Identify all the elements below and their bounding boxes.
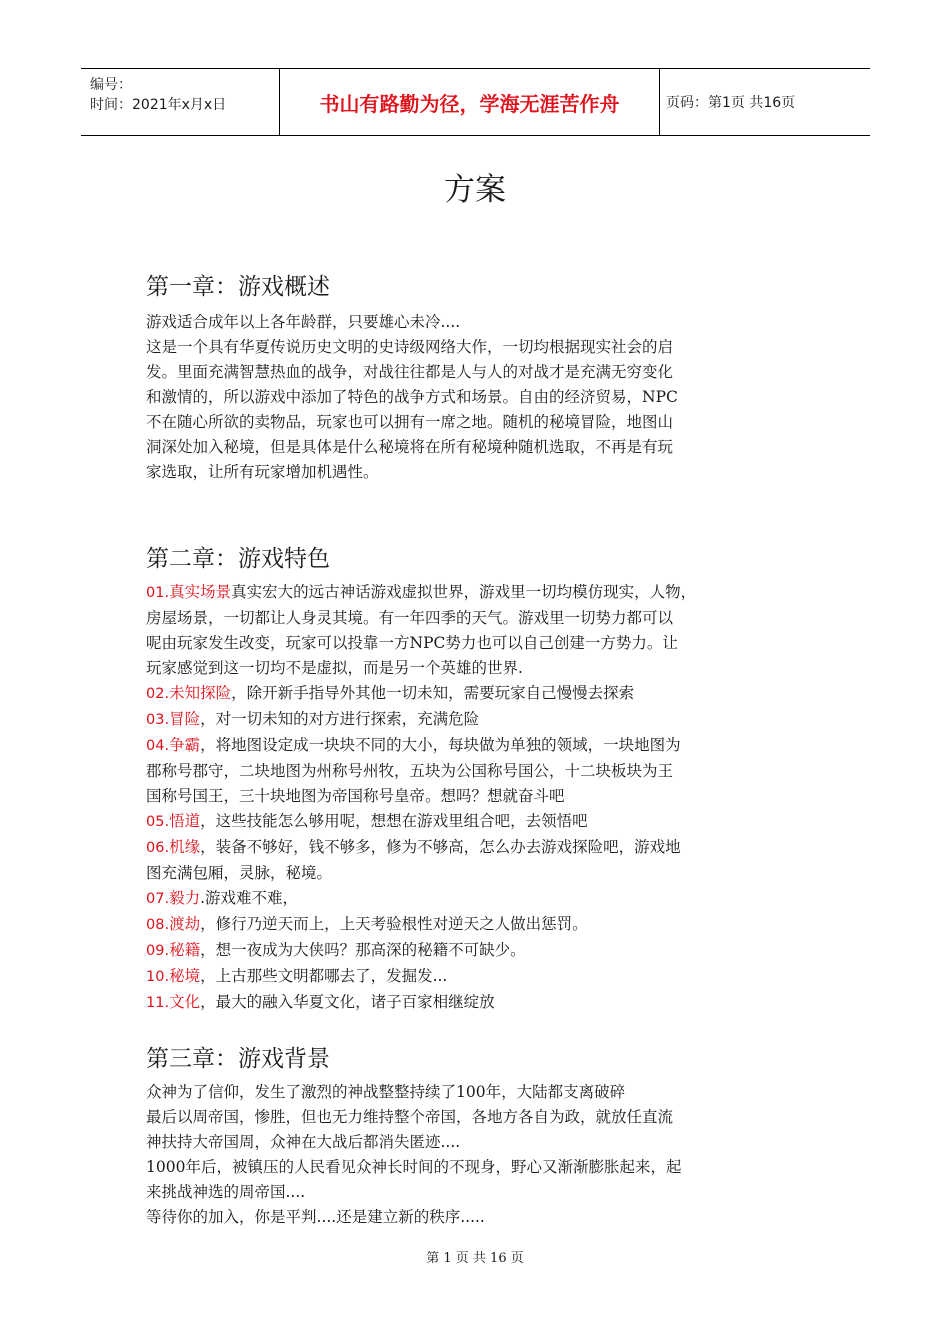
paragraph-line: 呢由玩家发生改变，玩家可以投靠一方NPC势力也可以自己创建一方势力。让	[146, 634, 678, 652]
item-text: ，最大的融入华夏文化，诸子百家相继绽放	[200, 993, 495, 1011]
item-key: 冒险	[169, 710, 201, 728]
item-text: .游戏难不难，	[200, 889, 299, 907]
chapter2-body	[146, 580, 826, 1016]
item-number: 03.	[146, 712, 170, 728]
item-key: 真实场景	[169, 583, 232, 601]
item-text: 真实宏大的远古神话游戏虚拟世界，游戏里一切均模仿现实，人物，	[231, 583, 697, 601]
number-label: 编号：	[90, 77, 132, 93]
item-number: 09.	[146, 943, 170, 959]
paragraph-line: 玩家感觉到这一切均不是虚拟，而是另一个英雄的世界.	[146, 659, 523, 677]
item-text: ，装备不够好，钱不够多，修为不够高，怎么办去游戏探险吧，游戏地	[200, 838, 681, 856]
header-motto: 书山有路勤为径，学海无涯苦作舟	[280, 69, 660, 135]
item-text: ，修行乃逆天而上，上天考验根性对逆天之人做出惩罚。	[200, 915, 588, 933]
chapter3-heading: 第三章：游戏背景	[146, 1046, 330, 1072]
item-text: ，将地图设定成一块块不同的大小，每块做为单独的领域，一块地图为	[200, 736, 681, 754]
paragraph-line: 众神为了信仰，发生了激烈的神战整整持续了100年，大陆都支离破碎	[146, 1083, 626, 1101]
item-number: 07.	[146, 891, 170, 907]
paragraph-line: 来挑战神选的周帝国....	[146, 1183, 306, 1201]
item-key: 文化	[169, 993, 201, 1011]
paragraph-line: 不在随心所欲的卖物品，玩家也可以拥有一席之地。随机的秘境冒险，地图山	[146, 413, 674, 431]
paragraph-line: 神扶持大帝国周，众神在大战后都消失匿迹....	[146, 1133, 461, 1151]
paragraph-line: 国称号国王，三十块地图为帝国称号皇帝。想吗？想就奋斗吧	[146, 787, 565, 805]
paragraph-line: 游戏适合成年以上各年龄群，只要雄心未冷....	[146, 313, 461, 331]
chapter3-body	[146, 1080, 826, 1230]
item-key: 毅力	[169, 889, 201, 907]
item-number: 01.	[146, 585, 170, 601]
item-number: 11.	[146, 995, 170, 1011]
feature-item	[146, 580, 826, 606]
paragraph-line: 这是一个具有华夏传说历史文明的史诗级网络大作，一切均根据现实社会的启	[146, 338, 674, 356]
item-text: ，这些技能怎么够用呢，想想在游戏里组合吧，去领悟吧	[200, 812, 588, 830]
paragraph-line: 1000年后，被镇压的人民看见众神长时间的不现身，野心又渐渐膨胀起来，起	[146, 1158, 682, 1176]
feature-item	[146, 886, 826, 912]
feature-item	[146, 912, 826, 938]
header-meta-cell	[81, 69, 280, 135]
item-number: 02.	[146, 686, 170, 702]
chapter1-heading: 第一章：游戏概述	[146, 274, 330, 300]
item-number: 05.	[146, 814, 170, 830]
paragraph-line: 郡称号郡守，二块地图为州称号州牧，五块为公国称号国公，十二块板块为王	[146, 762, 674, 780]
paragraph-line: 洞深处加入秘境，但是具体是什么秘境将在所有秘境种随机选取，不再是有玩	[146, 438, 674, 456]
item-text: ，想一夜成为大侠吗？那高深的秘籍不可缺少。	[200, 941, 526, 959]
item-text: ，上古那些文明都哪去了，发掘发...	[200, 967, 448, 985]
paragraph-line: 和激情的，所以游戏中添加了特色的战争方式和场景。自由的经济贸易，NPC	[146, 388, 678, 406]
paragraph-line: 房屋场景，一切都让人身灵其境。有一年四季的天气。游戏里一切势力都可以	[146, 609, 674, 627]
feature-item	[146, 938, 826, 964]
item-text: ，除开新手指导外其他一切未知，需要玩家自己慢慢去探索	[231, 684, 635, 702]
document-header	[81, 68, 870, 136]
feature-item	[146, 707, 826, 733]
item-key: 秘籍	[169, 941, 201, 959]
item-number: 08.	[146, 917, 170, 933]
paragraph-line: 发。里面充满智慧热血的战争，对战往往都是人与人的对战才是充满无穷变化	[146, 363, 674, 381]
page-footer: 第 1 页 共 16 页	[426, 1251, 524, 1266]
item-text: ，对一切未知的对方进行探索，充满危险	[200, 710, 480, 728]
feature-item	[146, 964, 826, 990]
feature-item	[146, 733, 826, 759]
date-label: 时间：2021年x月x日	[90, 97, 227, 113]
feature-item	[146, 990, 826, 1016]
document-title: 方案	[444, 172, 506, 208]
header-page-info: 页码：第1页 共16页	[666, 95, 796, 111]
paragraph-line: 等待你的加入，你是平判....还是建立新的秩序.....	[146, 1208, 485, 1226]
item-key: 机缘	[169, 838, 201, 856]
paragraph-line: 最后以周帝国，惨胜，但也无力维持整个帝国，各地方各自为政，就放任直流	[146, 1108, 674, 1126]
item-number: 04.	[146, 738, 170, 754]
item-key: 悟道	[169, 812, 201, 830]
item-number: 10.	[146, 969, 170, 985]
feature-item	[146, 681, 826, 707]
item-key: 争霸	[169, 736, 201, 754]
item-key: 未知探险	[169, 684, 232, 702]
paragraph-line: 家选取，让所有玩家增加机遇性。	[146, 463, 379, 481]
item-number: 06.	[146, 840, 170, 856]
chapter2-heading: 第二章：游戏特色	[146, 546, 330, 572]
paragraph-line: 图充满包厢，灵脉，秘境。	[146, 864, 333, 882]
chapter1-body	[146, 310, 826, 485]
feature-item	[146, 835, 826, 861]
feature-item	[146, 809, 826, 835]
item-key: 渡劫	[169, 915, 201, 933]
item-key: 秘境	[169, 967, 201, 985]
